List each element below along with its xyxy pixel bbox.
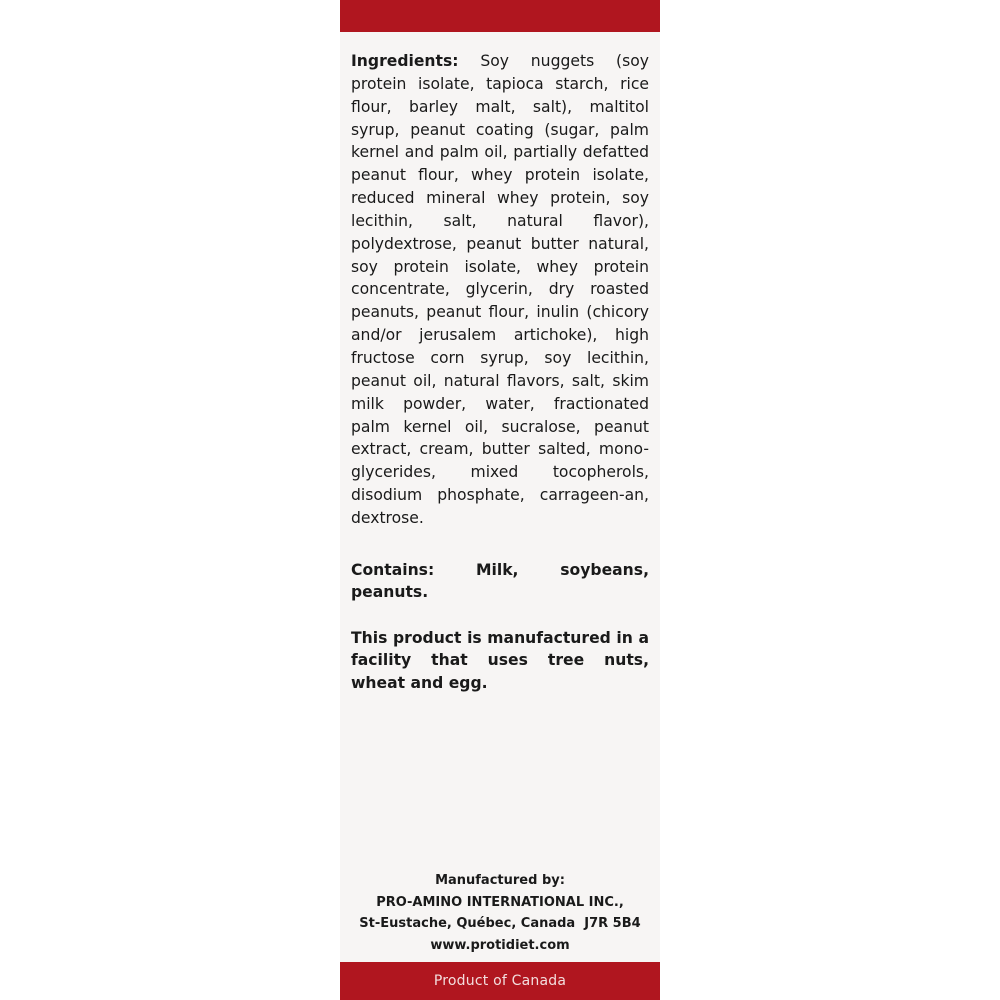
manufacturer-heading: Manufactured by: — [435, 873, 565, 888]
manufacturer-block — [340, 870, 660, 956]
product-origin: Product of Canada — [433, 973, 567, 989]
ingredients-paragraph — [351, 50, 649, 530]
ingredients-label: Ingredients: — [351, 52, 459, 70]
manufacturer-address: St-Eustache, Québec, Canada J7R 5B4 — [359, 916, 641, 931]
facility-warning: This product is manufactured in a facility that uses tree nuts, wheat and egg. — [351, 628, 649, 692]
top-red-band — [340, 0, 660, 32]
package-side-panel — [340, 0, 660, 1000]
label-content — [351, 50, 649, 694]
ingredients-text: Soy nuggets (soy protein isolate, tapioca starch, rice flour, barley malt, salt), maltitol syrup, peanut coating (sugar, palm kernel and palm oil, partially defatted peanut flour, whey protein isolate, reduced mineral whey protein, soy lecithin, salt, natural flavor), polydextrose, peanut butter natural, soy protein isolate, whey protein concentrate, glycerin, dry roasted peanuts, peanut flour, inulin (chicory and/or jerusalem artichoke), high fructose corn syrup, soy lecithin, peanut oil, natural flavors, salt, skim milk powder, water, fractionated palm kernel oil, sucralose, peanut extract, cream, butter salted, mono-glycerides, mixed tocopherols, disodium phosphate, carrageen-an, dextrose. — [351, 52, 649, 527]
bottom-red-band — [340, 962, 660, 1000]
allergen-contains: Contains: Milk, soybeans, peanuts. — [351, 560, 649, 602]
manufacturer-company: PRO-AMINO INTERNATIONAL INC., — [376, 894, 624, 910]
manufacturer-website: www.protidiet.com — [430, 937, 570, 953]
